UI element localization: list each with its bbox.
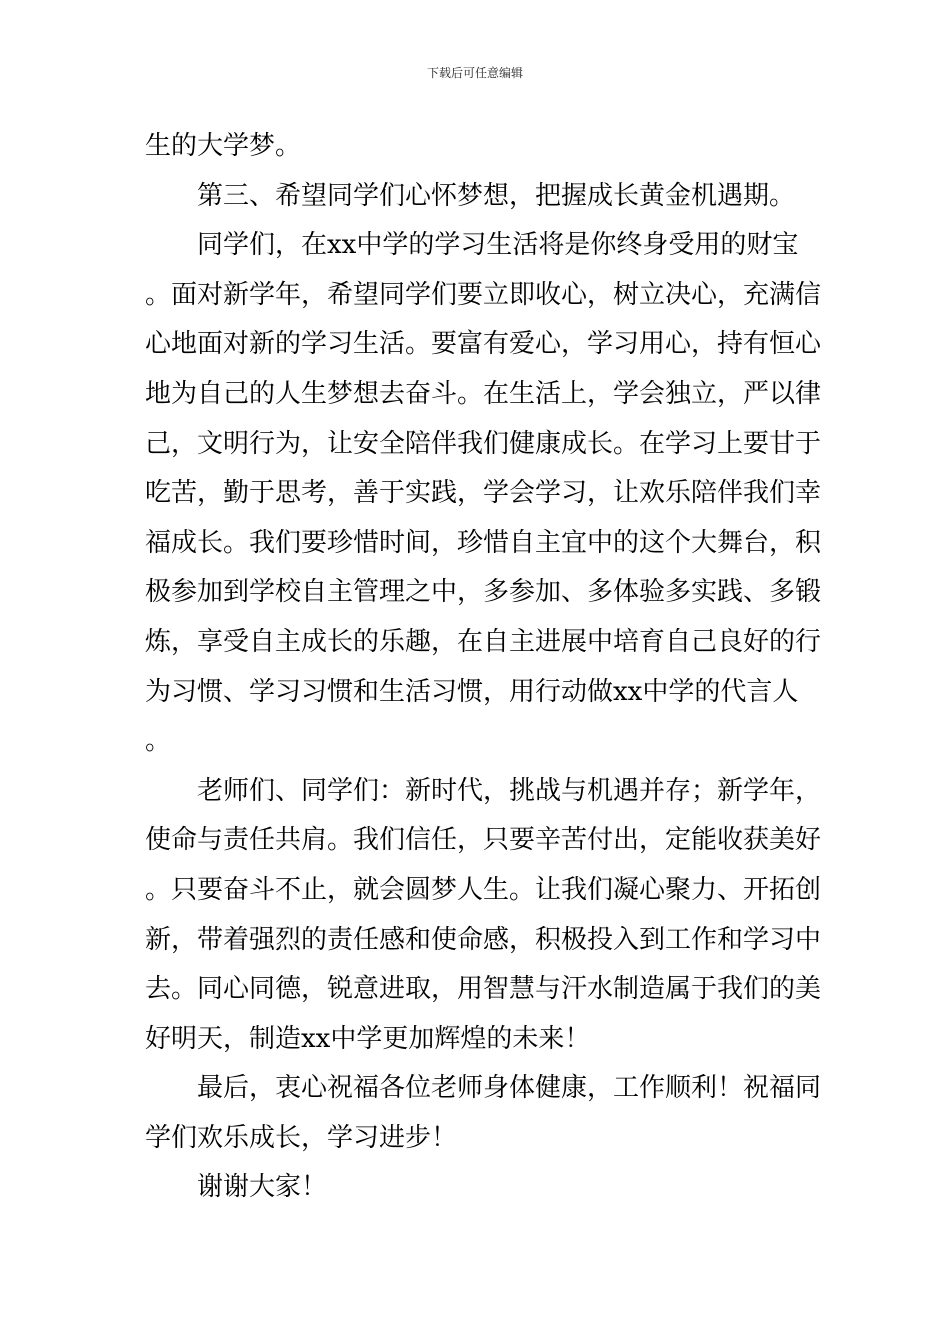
paragraph-section-heading: 第三、希望同学们心怀梦想，把握成长黄金机遇期。 [197, 180, 796, 211]
page-header: 下载后可任意编辑 [426, 66, 523, 80]
document-body [145, 122, 821, 1213]
paragraph-teachers-students: 老师们、同学们：新时代，挑战与机遇并存；新学年，使命与责任共肩。我们信任，只要辛苦付出，定能收获美好。只要奋斗不止，就会圆梦人生。让我们凝心聚力、开拓创新，带着强烈的责任感和使命感，积极投入到工作和学习中去。同心同德，锐意进取，用智慧与汗水制造属于我们的美好明天，制造xx中学更加辉煌的未来！ [145, 775, 822, 1054]
paragraph-thanks: 谢谢大家！ [197, 1172, 328, 1203]
paragraph-continuation: 生的大学梦。 [145, 131, 302, 161]
paragraph-students: 同学们，在xx中学的学习生活将是你终身受用的财宝。面对新学年，希望同学们要立即收心，树立决心，充满信心地面对新的学习生活。要富有爱心，学习用心，持有恒心地为自己的人生梦想去奋斗。在生活上，学会独立，严以律己，文明行为，让安全陪伴我们健康成长。在学习上要甘于吃苦，勤于思考，善于实践，学会学习，让欢乐陪伴我们幸福成长。我们要珍惜时间，珍惜自主宜中的这个大舞台，积极参加到学校自主管理之中，多参加、多体验多实践、多锻炼，享受自主成长的乐趣，在自主进展中培育自己良好的行为习惯、学习习惯和生活习惯，用行动做xx中学的代言人。 [145, 230, 822, 757]
paragraph-closing-wishes: 最后，衷心祝福各位老师身体健康，工作顺利！祝福同学们欢乐成长，学习进步！ [145, 1073, 822, 1153]
